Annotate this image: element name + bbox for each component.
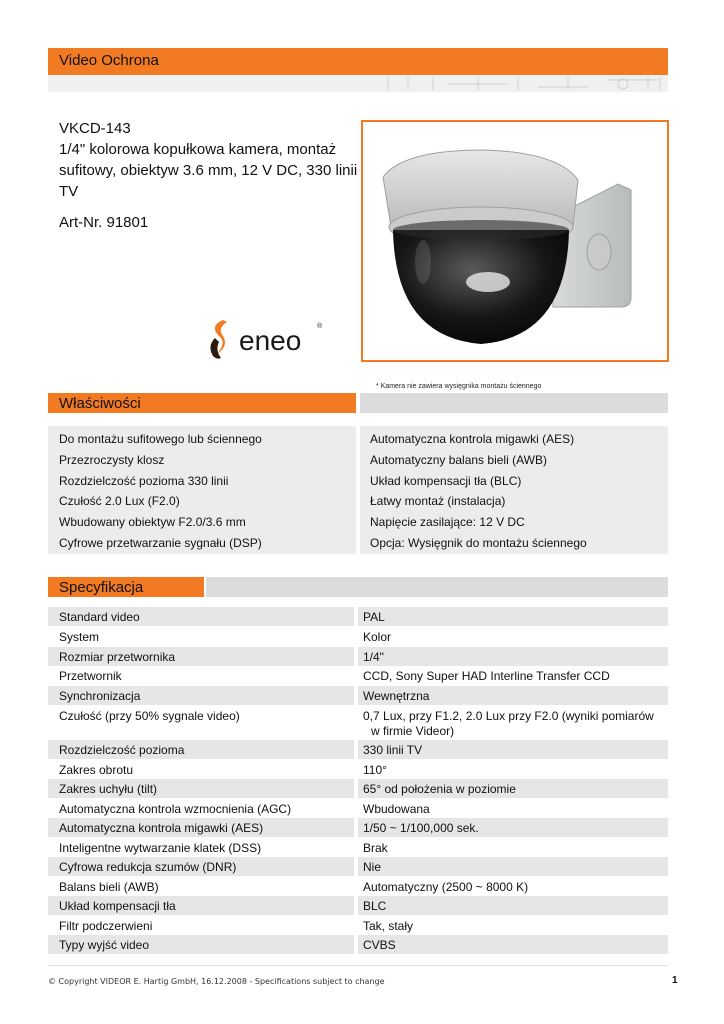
table-row [48, 935, 668, 954]
product-title-block [59, 118, 359, 233]
table-row [48, 857, 668, 876]
product-image-frame [361, 120, 669, 362]
spec-value: 1/4" [363, 650, 384, 664]
dome-camera-image [363, 122, 667, 360]
spec-label: Automatyczna kontrola migawki (AES) [59, 821, 264, 835]
feature-item: Cyfrowe przetwarzanie sygnału (DSP) [59, 536, 262, 550]
feature-item: Układ kompensacji tła (BLC) [370, 474, 522, 488]
feature-item: Czułość 2.0 Lux (F2.0) [59, 494, 180, 508]
spec-label: Zakres obrotu [59, 763, 134, 777]
product-model: VKCD-143 [59, 120, 131, 137]
specs-header-filler [206, 577, 668, 597]
table-row [48, 706, 668, 740]
table-row [48, 916, 668, 935]
spec-value: CVBS [363, 938, 396, 952]
spec-label: Rozmiar przetwornika [59, 650, 176, 664]
logo-wordmark: eneo [239, 325, 302, 356]
product-description-line: 1/4" kolorowa kopułkowa kamera, montaż [59, 141, 337, 158]
spec-value: BLC [363, 899, 387, 913]
image-footnote: * Kamera nie zawiera wysięgnika montażu ściennego [376, 383, 542, 390]
table-row [48, 896, 668, 915]
table-row [48, 607, 668, 626]
article-number: Art-Nr. 91801 [59, 214, 149, 231]
svg-text:®: ® [317, 323, 323, 330]
spec-label: Filtr podczerwieni [59, 919, 153, 933]
spec-value: Wewnętrzna [363, 689, 430, 703]
feature-item: Łatwy montaż (instalacja) [370, 494, 506, 508]
spec-label: Inteligentne wytwarzanie klatek (DSS) [59, 841, 262, 855]
table-row [48, 838, 668, 857]
table-row [48, 627, 668, 646]
spec-label: Synchronizacja [59, 689, 141, 703]
table-row [48, 740, 668, 759]
spec-value: 65° od położenia w poziomie [363, 782, 516, 796]
spec-label: Cyfrowa redukcja szumów (DNR) [59, 860, 237, 874]
spec-label: Przetwornik [59, 669, 122, 683]
spec-label: Czułość (przy 50% sygnale video) [59, 709, 240, 723]
table-row [48, 779, 668, 798]
product-description-line: TV [59, 183, 79, 200]
spec-value: Wbudowana [363, 802, 430, 816]
spec-value: Nie [363, 860, 382, 874]
table-row [48, 647, 668, 666]
features-title: Właściwości [59, 395, 141, 412]
table-row [48, 760, 668, 779]
features-header-filler [360, 393, 668, 413]
spec-label: System [59, 630, 100, 644]
feature-item: Wbudowany obiektyw F2.0/3.6 mm [59, 515, 246, 529]
feature-item: Napięcie zasilające: 12 V DC [370, 515, 525, 529]
feature-item: Rozdzielczość pozioma 330 linii [59, 474, 229, 488]
spec-value: PAL [363, 610, 385, 624]
spec-label: Układ kompensacji tła [59, 899, 176, 913]
specs-title: Specyfikacja [59, 579, 144, 596]
spec-value: Kolor [363, 630, 392, 644]
footer-divider [48, 965, 668, 966]
spec-value: CCD, Sony Super HAD Interline Transfer CCD [363, 669, 610, 683]
table-row [48, 818, 668, 837]
spec-value: Automatyczny (2500 ~ 8000 K) [363, 880, 529, 894]
spec-label: Balans bieli (AWB) [59, 880, 159, 894]
footer-copyright: © Copyright VIDEOR E. Hartig GmbH, 16.12.2008 - Specifications subject to change [48, 977, 385, 986]
spec-label: Rozdzielczość pozioma [59, 743, 185, 757]
spec-value: 330 linii TV [363, 743, 423, 757]
spec-value: 110° [363, 763, 387, 777]
page-title: Video Ochrona [59, 52, 159, 69]
feature-item: Automatyczny balans bieli (AWB) [370, 453, 547, 467]
feature-item: Automatyczna kontrola migawki (AES) [370, 432, 575, 446]
table-row [48, 799, 668, 818]
feature-item: Przezroczysty klosz [59, 453, 165, 467]
logo-swoosh-icon [210, 320, 227, 359]
spec-value: Tak, stały [363, 919, 414, 933]
page-number: 1 [672, 975, 678, 986]
feature-item: Do montażu sufitowego lub ściennego [59, 432, 262, 446]
eneo-logo [205, 316, 325, 362]
spec-label: Zakres uchyłu (tilt) [59, 782, 158, 796]
table-row [48, 877, 668, 896]
spec-value: 0,7 Lux, przy F1.2, 2.0 Lux przy F2.0 (wyniki pomiarów w firmie Videor) [363, 709, 654, 738]
feature-item: Opcja: Wysięgnik do montażu ściennego [370, 536, 587, 550]
spec-value: 1/50 ~ 1/100,000 sek. [363, 821, 479, 835]
table-row [48, 666, 668, 685]
header-decoration [48, 75, 668, 92]
table-row [48, 686, 668, 705]
spec-value: Brak [363, 841, 388, 855]
spec-label: Automatyczna kontrola wzmocnienia (AGC) [59, 802, 292, 816]
spec-label: Typy wyjść video [59, 938, 150, 952]
product-description-line: sufitowy, obiektyw 3.6 mm, 12 V DC, 330 linii [59, 162, 358, 179]
spec-label: Standard video [59, 610, 140, 624]
